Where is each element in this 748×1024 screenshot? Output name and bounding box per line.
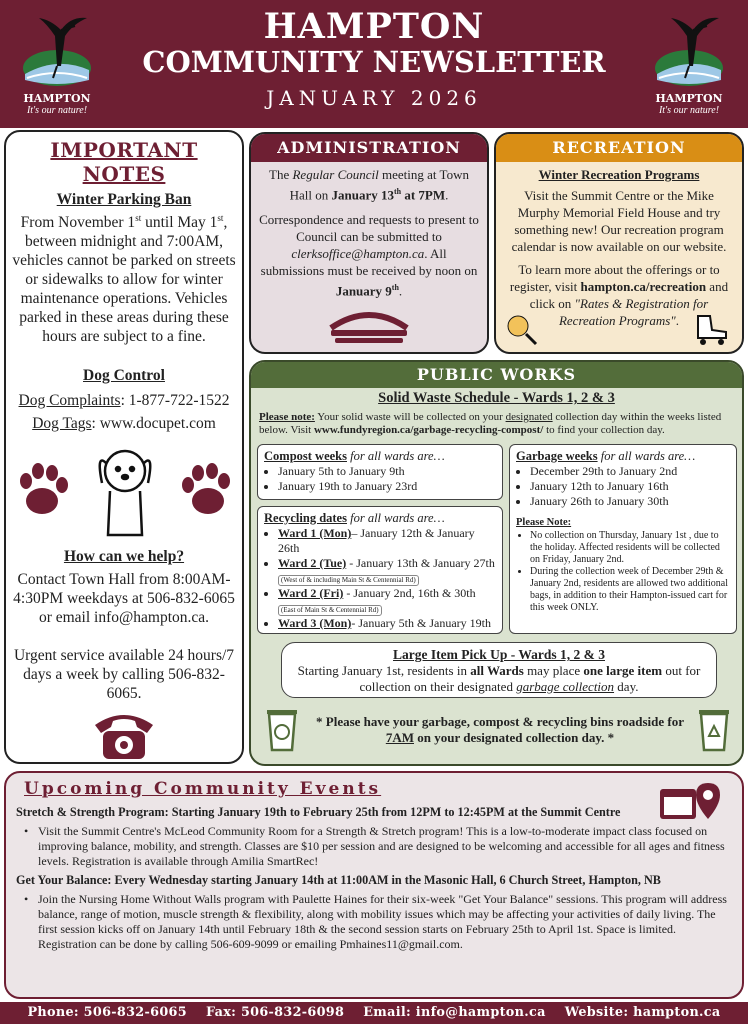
parking-title: Winter Parking Ban (56, 191, 192, 208)
dog-control-title: Dog Control (83, 367, 165, 385)
heron-logo-icon (649, 6, 729, 92)
newsletter-subtitle: COMMUNITY NEWSLETTER (142, 45, 606, 79)
admin-heading: ADMINISTRATION (251, 134, 487, 162)
contact-footer: Phone: 506-832-6065 Fax: 506-832-6098 Email: info@hampton.ca Website: hampton.ca (0, 1002, 748, 1024)
admin-correspondence-text: Correspondence and requests to present to Council can be submitted to clerksoffice@hampton.ca. All submissions must be received by noon on January 9th. (259, 212, 479, 299)
roller-skate-icon (692, 312, 732, 346)
notes-heading: IMPORTANT NOTES (50, 138, 198, 186)
important-notes-panel (4, 130, 244, 764)
dog-complaints: Dog Complaints: 1-877-722-1522 (18, 392, 230, 410)
pickleball-icon (504, 312, 544, 346)
help-title: How can we help? (63, 548, 185, 566)
bins-reminder: * Please have your garbage, compost & recycling bins roadside for 7AM on your designated collection day. * (316, 714, 684, 745)
council-chamber-icon (327, 304, 411, 344)
event-1-body: • Visit the Summit Centre's McLeod Community Room for a Strength & Stretch program! This is a low-to-moderate impact class focused on improving balance, mobility, and strength. Classes are $10 per session and are designed to be welcoming and accessible for all ages and fitness levels. Registration is available through Amilia SmartRec! (16, 824, 732, 869)
recycling-dates-box: Recycling dates for all wards are… • Ward 1 (Mon)– January 12th & January 26th • Ward 2 (Tue) - January 13th & January 27th (West of & including Main St & Centennial Rd) • Ward 2 (Fri) - January 2nd, 16th & 30th (East of Main St & Centennial Rd) • Ward 3 (Mon)- January 5th & January 19th (257, 506, 503, 634)
list-item: • January 12th to January 16th (530, 479, 730, 494)
list-item: • During the collection week of December 29th & January 2nd, residents are allowed two additional bags, in addition to their Hampton-issued cart for this week ONLY. (530, 566, 730, 614)
large-item-box: Large Item Pick Up - Wards 1, 2 & 3 Starting January 1st, residents in all Wards may place one large item out for collection on their designated garbage collection day. (281, 642, 717, 698)
hampton-logo (12, 6, 102, 124)
list-item: • No collection on Thursday, January 1st , due to the holiday. Affected residents will be collected on Friday, January 2nd. (530, 530, 730, 566)
list-item: • January 26th to January 30th (530, 494, 730, 509)
admin-meeting-text: The Regular Council meeting at Town Hall on January 13th at 7PM. (269, 167, 469, 203)
event-2-title: Get Your Balance: Every Wednesday starting January 14th at 11:00AM in the Masonic Hall, 6 Church Street, Hampton, NB (16, 873, 661, 887)
recreation-subtitle: Winter Recreation Programs (538, 167, 700, 182)
paw-icon (20, 463, 68, 514)
newsletter-title: HAMPTON (263, 6, 485, 47)
parking-text: From November 1st until May 1st, between midnight and 7:00AM, vehicles cannot be parked on streets or sidewalks to allow for winter maintenance operations. Vehicles parked in these areas during these hours are subject to a fine. (12, 213, 236, 346)
urgent-text: Urgent service available 24 hours/7 days a week by calling 506-832-6065. (13, 647, 235, 703)
list-item: • January 19th to January 23rd (278, 479, 496, 494)
public-works-panel (249, 360, 744, 766)
administration-panel (249, 132, 489, 354)
dog-icon (100, 451, 151, 535)
logo-tagline: It's our nature! (26, 105, 88, 116)
recycling-bin-icon (695, 704, 733, 752)
recreation-panel (494, 132, 744, 354)
schedule-title: Solid Waste Schedule - Wards 1, 2 & 3 (378, 390, 615, 406)
recreation-text: Visit the Summit Centre or the Mike Murphy Memorial Field House and try something new! Our recreation program calendar is now available on our website. (511, 188, 727, 254)
telephone-icon (89, 707, 159, 763)
list-item: • Ward 2 (Tue) - January 13th & January 27th (West of & including Main St & Centennial Rd) (278, 556, 496, 586)
event-1-title: Stretch & Strength Program: Starting January 19th to February 25th from 12PM to 12:45PM at the Summit Centre (16, 805, 621, 819)
paw-icon (182, 463, 230, 514)
recreation-heading: RECREATION (496, 134, 742, 162)
newsletter-date: JANUARY 2026 (266, 86, 482, 110)
garbage-note-title: Please Note: (516, 517, 572, 528)
newsletter-header (0, 0, 748, 128)
compost-bin-icon (263, 704, 301, 752)
heron-logo-icon (17, 6, 97, 92)
logo-tagline: It's our nature! (658, 105, 720, 116)
list-item: • Ward 2 (Fri) - January 2nd, 16th & 30th (East of Main St & Centennial Rd) (278, 586, 496, 616)
public-works-heading: PUBLIC WORKS (251, 362, 742, 388)
hampton-logo-right (644, 6, 734, 124)
schedule-note: Please note: Your solid waste will be collected on your designated collection day within the weeks listed below. Visit www.fundyregion.ca/garbage-recycling-compost/ to find your collection day. (259, 411, 722, 436)
garbage-weeks-box: Garbage weeks for all wards are… • December 29th to January 2nd • January 12th to January 16th • January 26th to January 30th Please Note: • No collection on Thursday, January 1st , due to the holiday. Affected residents will be collected on Friday, January 2nd. • During the collection week of December 29th & January 2nd, residents are allowed two additional bags, in addition to their Hampton-issued cart for this week ONLY. (509, 444, 737, 634)
upcoming-events-panel (4, 771, 744, 999)
list-item: • Ward 3 (Mon)- January 5th & January 19th (278, 616, 496, 631)
dog-tags: Dog Tags: www.docupet.com (32, 415, 216, 433)
event-2-body: • Join the Nursing Home Without Walls program with Paulette Haines for their six-week "Get Your Balance" sessions. This program will address balance, range of motion, muscle strength & flexibility, along with mobility issues which may be affecting your activities of daily living. The first session kicks off on January 14th until February 18th & the second session starts on February 25th to April 1st. Space is limited. Registration can be done by calling 506-609-9099 or emailing Pmhaines11@gmail.com. (16, 892, 732, 952)
help-text: Contact Town Hall from 8:00AM-4:30PM weekdays at 506-832-6065 or email info@hampton.ca. (13, 571, 235, 627)
calendar-pin-icon (658, 779, 728, 823)
logo-name: HAMPTON (655, 92, 723, 105)
list-item: • December 29th to January 2nd (530, 464, 730, 479)
recreation-register-text: To learn more about the offerings or to register, visit hampton.ca/recreation and click on "Rates & Registration for Recreation Programs". (509, 262, 729, 328)
list-item: • Ward 1 (Mon)– January 12th & January 26th (278, 526, 496, 556)
events-heading: Upcoming Community Events (24, 779, 382, 799)
list-item: • January 5th to January 9th (278, 464, 496, 479)
dog-illustration (12, 443, 236, 543)
compost-weeks-box: Compost weeks for all wards are… • January 5th to January 9th • January 19th to January 23rd (257, 444, 503, 500)
logo-name: HAMPTON (23, 92, 91, 105)
